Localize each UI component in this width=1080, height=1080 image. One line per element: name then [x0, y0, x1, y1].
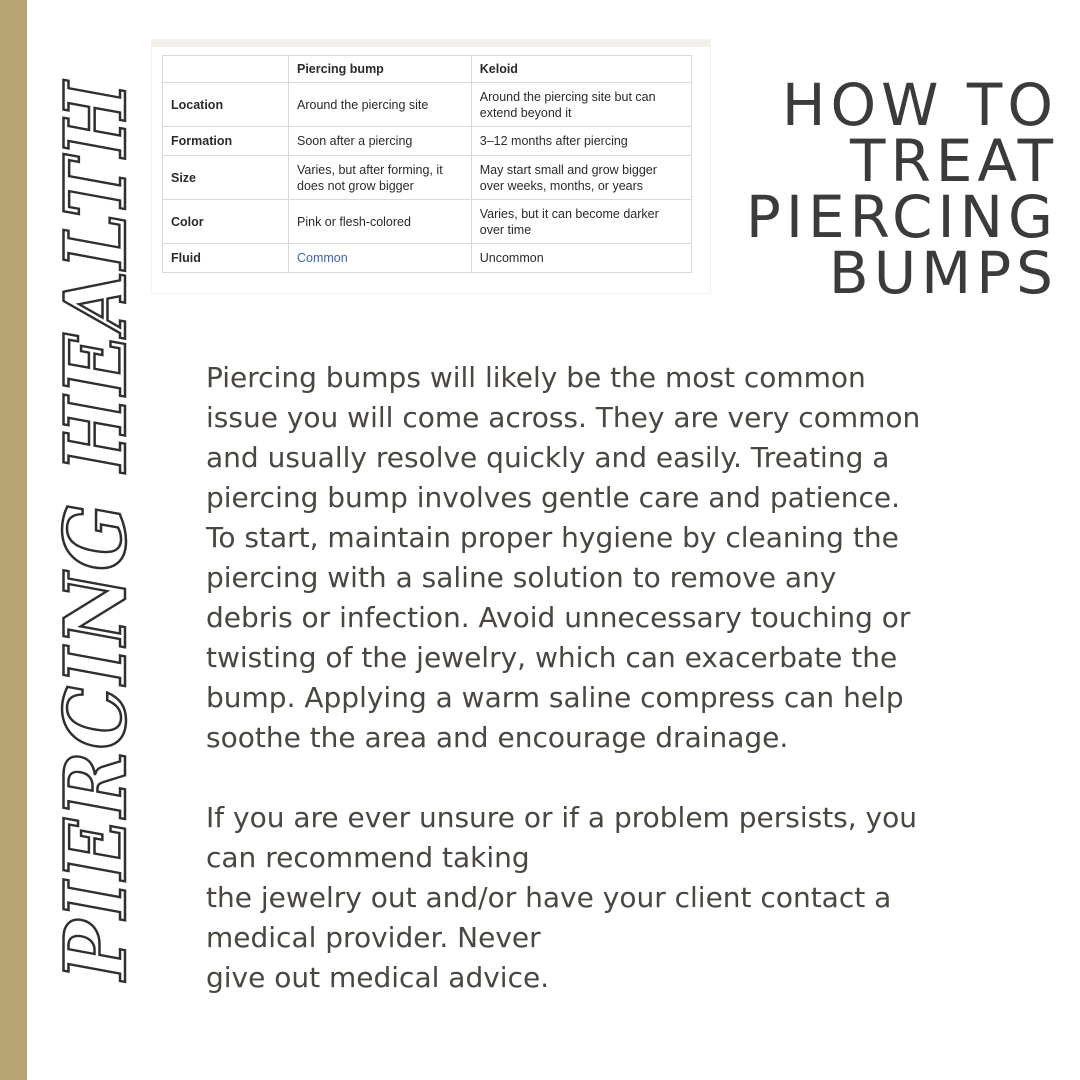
table-header-row [163, 56, 692, 83]
table-cell [289, 200, 472, 244]
cell-line: Varies, but it can become darker [479, 206, 659, 221]
table-header-cell: Keloid [471, 56, 691, 83]
row-label: Fluid [163, 244, 289, 273]
cell-line: Pink or flesh-colored [297, 214, 411, 229]
text-line: Piercing bumps will likely be the most common [206, 361, 866, 394]
text-line: can recommend taking [206, 841, 530, 874]
table-row [163, 244, 692, 273]
row-label: Color [163, 200, 289, 244]
cell-link[interactable]: Common [297, 251, 348, 265]
body-copy [206, 358, 1046, 998]
cell-line: does not grow bigger [297, 178, 414, 193]
table-header-cell [163, 56, 289, 83]
paragraph-treatment [206, 358, 1046, 758]
comparison-table [162, 55, 692, 273]
heading-line: BUMPS [828, 238, 1058, 307]
text-line: the jewelry out and/or have your client contact a [206, 881, 892, 914]
heading-line: TREAT [850, 126, 1058, 195]
text-line: If you are ever unsure or if a problem persists, you [206, 801, 918, 834]
table-cell [289, 156, 472, 200]
text-line: give out medical advice. [206, 961, 550, 994]
table-row [163, 200, 692, 244]
cell-line: Around the piercing site but can [479, 89, 656, 104]
cell-line: Soon after a piercing [297, 134, 413, 148]
text-line: bump. Applying a warm saline compress can help [206, 681, 904, 714]
text-line: medical provider. Never [206, 921, 541, 954]
comparison-table-image [152, 40, 710, 293]
heading-line: HOW TO [781, 70, 1058, 139]
paragraph-advice [206, 798, 1046, 998]
vertical-title [46, 27, 145, 980]
text-line: debris or infection. Avoid unnecessary touching or [206, 601, 911, 634]
cell-line: 3–12 months after piercing [479, 134, 628, 148]
cell-line: over weeks, months, or years [479, 178, 644, 193]
table-row [163, 127, 692, 156]
text-line: and usually resolve quickly and easily. Treating a [206, 441, 890, 474]
text-line: piercing bump involves gentle care and patience. [206, 481, 900, 514]
table-cell [289, 127, 472, 156]
row-label: Size [163, 156, 289, 200]
table-cell [289, 244, 472, 273]
cell-line: May start small and grow bigger [479, 162, 657, 177]
table-cell [289, 83, 472, 127]
heading-line: PIERCING [745, 182, 1058, 251]
text-line: issue you will come across. They are very common [206, 401, 921, 434]
accent-side-bar [0, 0, 27, 1080]
cell-line: Uncommon [479, 251, 544, 265]
cell-line: over time [479, 222, 532, 237]
text-line: soothe the area and encourage drainage. [206, 721, 789, 754]
text-line: piercing with a saline solution to remove any [206, 561, 837, 594]
row-label: Formation [163, 127, 289, 156]
text-line: twisting of the jewelry, which can exacerbate the [206, 641, 898, 674]
cell-line: Around the piercing site [297, 97, 429, 112]
row-label: Location [163, 83, 289, 127]
vertical-title-graphic [46, 27, 145, 980]
page-heading [658, 70, 1058, 307]
vertical-title-text: PIERCING HEALTH [46, 27, 145, 980]
text-line: To start, maintain proper hygiene by cleaning the [206, 521, 899, 554]
table-row [163, 83, 692, 127]
cell-line: Varies, but after forming, it [297, 162, 443, 177]
cell-line: extend beyond it [479, 105, 572, 120]
table-row [163, 156, 692, 200]
table-header-cell: Piercing bump [289, 56, 472, 83]
